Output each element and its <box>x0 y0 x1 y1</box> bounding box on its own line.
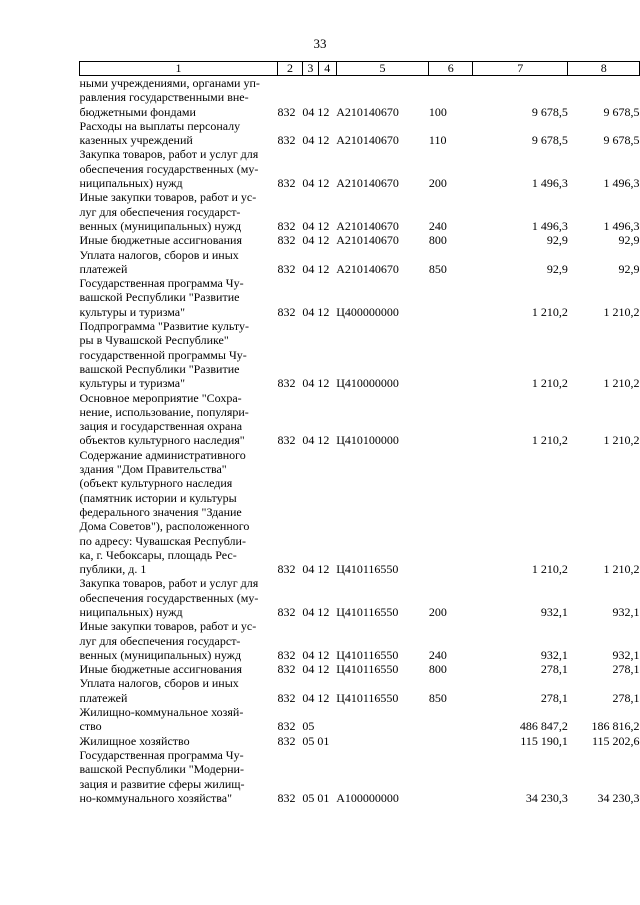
expense-type-code <box>429 319 473 390</box>
row-name-line: по адресу: Чувашская Республи- <box>79 533 246 548</box>
row-name-line: ниципальных) нужд <box>79 604 183 619</box>
amount-col-8: 92,9 <box>618 233 640 248</box>
row-name-line: Государственная программа Чу- <box>79 276 244 291</box>
target-article-code: Ц400000000 <box>336 304 399 319</box>
row-name-line: Основное мероприятие "Сохра- <box>79 390 242 405</box>
target-article-code: Ц410000000 <box>336 376 399 391</box>
ministry-code: 832 <box>277 218 296 233</box>
budget-table <box>79 61 640 805</box>
row-name-line: Жилищное хозяйство <box>79 733 190 748</box>
amount-col-8: 92,9 <box>618 261 640 276</box>
expense-type-code: 110 <box>428 133 447 148</box>
row-name-line: ниципальных) нужд <box>79 176 183 191</box>
row-name-line: равления государственными вне- <box>79 90 249 105</box>
amount-col-7: 1 496,3 <box>531 218 568 233</box>
row-name-line: публики, д. 1 <box>79 562 147 577</box>
row-name-line: бюджетными фондами <box>79 104 196 119</box>
row-name-line: Закупка товаров, работ и услуг для <box>79 576 259 591</box>
amount-col-8: 278,1 <box>612 690 640 705</box>
row-name <box>80 748 278 805</box>
row-name-line: Иные закупки товаров, работ и ус- <box>79 619 257 634</box>
amount-col-7: 9 678,5 <box>531 104 568 119</box>
amount-col-8: 9 678,5 <box>603 133 640 148</box>
row-name-line: (памятник истории и культуры <box>79 490 237 505</box>
table-row <box>80 391 640 448</box>
row-name <box>80 676 278 705</box>
target-article-code: А210140670 <box>336 218 399 233</box>
expense-type-code <box>429 705 473 734</box>
amount-col-7: 932,1 <box>540 604 568 619</box>
row-name-line: зация и государственная охрана <box>79 419 243 434</box>
ministry-code: 832 <box>277 662 296 677</box>
page-number: 33 <box>313 36 327 51</box>
target-article-code: А210140670 <box>336 176 399 191</box>
ministry-code: 832 <box>277 233 296 248</box>
ministry-code: 832 <box>277 790 296 805</box>
row-name-line: казенных учреждений <box>79 133 193 148</box>
header-col-1: 1 <box>80 62 278 76</box>
table-row <box>80 734 640 748</box>
amount-col-8: 1 210,2 <box>603 376 640 391</box>
table-row <box>80 76 640 119</box>
table-row <box>80 448 640 577</box>
amount-col-7: 92,9 <box>546 261 568 276</box>
target-article-code: Ц410116550 <box>336 647 399 662</box>
row-name-line: Закупка товаров, работ и услуг для <box>79 147 259 162</box>
row-name-line: (объект культурного наследия <box>79 476 233 491</box>
row-name-line: объектов культурного наследия" <box>79 433 245 448</box>
expense-type-code <box>429 276 473 319</box>
row-name-line: обеспечения государственных (му- <box>79 590 259 605</box>
row-name-line: Уплата налогов, сборов и иных <box>79 247 239 262</box>
amount-col-8: 1 210,2 <box>603 562 640 577</box>
target-article-code <box>336 734 429 748</box>
expense-type-code: 240 <box>428 647 447 662</box>
row-name-line: ными учреждениями, органами уп- <box>79 76 260 90</box>
section-code: 04 12 <box>302 261 330 276</box>
row-name <box>80 705 278 734</box>
row-name <box>80 190 278 233</box>
table-row <box>80 662 640 676</box>
row-name-line: Содержание административного <box>79 447 246 462</box>
section-code: 04 12 <box>302 376 330 391</box>
amount-col-7: 1 210,2 <box>531 433 568 448</box>
target-article-code: А210140670 <box>336 233 399 248</box>
ministry-code: 832 <box>277 604 296 619</box>
row-name <box>80 248 278 277</box>
amount-col-8: 932,1 <box>612 604 640 619</box>
section-code: 04 12 <box>302 604 330 619</box>
amount-col-8: 1 496,3 <box>603 176 640 191</box>
row-name-line: Иные закупки товаров, работ и ус- <box>79 190 257 205</box>
amount-col-7: 9 678,5 <box>531 133 568 148</box>
expense-type-code <box>429 748 473 805</box>
ministry-code: 832 <box>277 733 296 748</box>
section-code: 04 12 <box>302 433 330 448</box>
header-col-6: 6 <box>429 62 473 76</box>
amount-col-8: 1 496,3 <box>603 218 640 233</box>
row-name-line: ка, г. Чебоксары, площадь Рес- <box>79 547 237 562</box>
table-row <box>80 276 640 319</box>
ministry-code: 832 <box>277 176 296 191</box>
section-code: 04 12 <box>302 104 330 119</box>
ministry-code: 832 <box>277 104 296 119</box>
expense-type-code <box>429 448 473 577</box>
ministry-code: 832 <box>277 133 296 148</box>
section-code: 05 01 <box>302 790 330 805</box>
row-name <box>80 119 278 148</box>
header-col-8: 8 <box>568 62 640 76</box>
row-name-line: но-коммунального хозяйства" <box>79 790 232 805</box>
amount-col-8: 115 202,6 <box>591 733 640 748</box>
section-code: 04 12 <box>302 304 330 319</box>
ministry-code: 832 <box>277 562 296 577</box>
table-row <box>80 147 640 190</box>
expense-type-code: 240 <box>428 218 447 233</box>
target-article-code: Ц410116550 <box>336 662 399 677</box>
amount-col-7: 1 496,3 <box>531 176 568 191</box>
target-article-code: Ц410116550 <box>336 690 399 705</box>
row-name <box>80 233 278 247</box>
row-name-line: венных (муниципальных) нужд <box>79 647 242 662</box>
row-name <box>80 662 278 676</box>
header-col-5: 5 <box>336 62 429 76</box>
row-name <box>80 276 278 319</box>
row-name-line: вашской Республики "Модерни- <box>79 762 244 777</box>
amount-col-7: 278,1 <box>540 690 568 705</box>
row-name-line: луг для обеспечения государст- <box>79 204 241 219</box>
row-name <box>80 391 278 448</box>
section-code: 04 12 <box>302 562 330 577</box>
table-row <box>80 576 640 619</box>
ministry-code: 832 <box>277 719 296 734</box>
amount-col-7: 1 210,2 <box>531 376 568 391</box>
header-row <box>80 62 640 76</box>
table-row <box>80 705 640 734</box>
row-name <box>80 147 278 190</box>
amount-col-7: 486 847,2 <box>519 719 568 734</box>
section-code: 04 12 <box>302 133 330 148</box>
expense-type-code: 100 <box>428 104 447 119</box>
table-row <box>80 676 640 705</box>
row-name-line: зация и развитие сферы жилищ- <box>79 776 245 791</box>
target-article-code <box>336 705 429 734</box>
row-name-line: ры в Чувашской Республике" <box>79 333 229 348</box>
amount-col-7: 1 210,2 <box>531 304 568 319</box>
header-col-4: 4 <box>318 62 336 76</box>
target-article-code: Ц410116550 <box>336 562 399 577</box>
row-name-line: луг для обеспечения государст- <box>79 633 241 648</box>
row-name <box>80 734 278 748</box>
amount-col-7: 92,9 <box>546 233 568 248</box>
table-row <box>80 319 640 390</box>
amount-col-8: 278,1 <box>612 662 640 677</box>
row-name <box>80 319 278 390</box>
amount-col-8: 34 230,3 <box>597 790 640 805</box>
amount-col-7: 278,1 <box>540 662 568 677</box>
section-code: 04 12 <box>302 647 330 662</box>
target-article-code: А210140670 <box>336 261 399 276</box>
table-row <box>80 248 640 277</box>
table-row <box>80 190 640 233</box>
row-name-line: Иные бюджетные ассигнования <box>79 662 242 677</box>
row-name-line: Иные бюджетные ассигнования <box>79 233 242 248</box>
section-code: 04 12 <box>302 690 330 705</box>
table-body <box>80 76 640 806</box>
row-name-line: вашской Республики "Развитие <box>79 361 240 376</box>
expense-type-code: 800 <box>428 662 447 677</box>
ministry-code: 832 <box>277 261 296 276</box>
ministry-code: 832 <box>277 376 296 391</box>
row-name-line: платежей <box>79 261 128 276</box>
amount-col-7: 932,1 <box>540 647 568 662</box>
header-col-2: 2 <box>278 62 303 76</box>
expense-type-code <box>429 734 473 748</box>
row-name-line: федерального значения "Здание <box>79 504 242 519</box>
row-name-line: государственной программы Чу- <box>79 347 247 362</box>
row-name <box>80 619 278 662</box>
amount-col-8: 932,1 <box>612 647 640 662</box>
expense-type-code: 850 <box>428 261 447 276</box>
target-article-code: А100000000 <box>336 790 399 805</box>
expense-type-code: 850 <box>428 690 447 705</box>
table-row <box>80 748 640 805</box>
row-name <box>80 448 278 577</box>
section-code: 04 12 <box>302 233 330 248</box>
section-code: 04 12 <box>302 218 330 233</box>
row-name-line: обеспечения государственных (му- <box>79 161 259 176</box>
target-article-code: Ц410116550 <box>336 604 399 619</box>
row-name-line: культуры и туризма" <box>79 304 186 319</box>
section-code: 05 <box>302 719 315 734</box>
ministry-code: 832 <box>277 690 296 705</box>
row-name-line: Жилищно-коммунальное хозяй- <box>79 705 244 720</box>
row-name <box>80 576 278 619</box>
target-article-code: А210140670 <box>336 104 399 119</box>
amount-col-8: 1 210,2 <box>603 304 640 319</box>
row-name <box>80 76 278 119</box>
expense-type-code <box>429 391 473 448</box>
row-name-line: Расходы на выплаты персоналу <box>79 118 241 133</box>
table-row <box>80 233 640 247</box>
amount-col-8: 9 678,5 <box>603 104 640 119</box>
table-row <box>80 619 640 662</box>
ministry-code: 832 <box>277 647 296 662</box>
target-article-code: А210140670 <box>336 133 399 148</box>
section-code: 05 01 <box>302 733 330 748</box>
section-code: 04 12 <box>302 662 330 677</box>
row-name-line: Подпрограмма "Развитие культу- <box>79 319 249 334</box>
table-row <box>80 119 640 148</box>
row-name-line: Уплата налогов, сборов и иных <box>79 676 239 691</box>
header-col-7: 7 <box>473 62 568 76</box>
row-name-line: ство <box>79 719 102 734</box>
amount-col-7: 34 230,3 <box>525 790 568 805</box>
expense-type-code: 800 <box>428 233 447 248</box>
row-name-line: Государственная программа Чу- <box>79 747 244 762</box>
target-article-code: Ц410100000 <box>336 433 399 448</box>
row-name-line: здания "Дом Правительства" <box>79 462 227 477</box>
amount-col-7: 115 190,1 <box>520 733 568 748</box>
header-col-3: 3 <box>302 62 318 76</box>
row-name-line: венных (муниципальных) нужд <box>79 218 242 233</box>
amount-col-8: 1 210,2 <box>603 433 640 448</box>
row-name-line: культуры и туризма" <box>79 376 186 391</box>
row-name-line: платежей <box>79 690 128 705</box>
expense-type-code: 200 <box>428 176 447 191</box>
section-code: 04 12 <box>302 176 330 191</box>
row-name-line: Дома Советов"), расположенного <box>79 519 250 534</box>
row-name-line: вашской Республики "Развитие <box>79 290 240 305</box>
expense-type-code: 200 <box>428 604 447 619</box>
amount-col-7: 1 210,2 <box>531 562 568 577</box>
ministry-code: 832 <box>277 304 296 319</box>
amount-col-8: 186 816,2 <box>591 719 640 734</box>
ministry-code: 832 <box>277 433 296 448</box>
row-name-line: нение, использование, популяри- <box>79 404 249 419</box>
